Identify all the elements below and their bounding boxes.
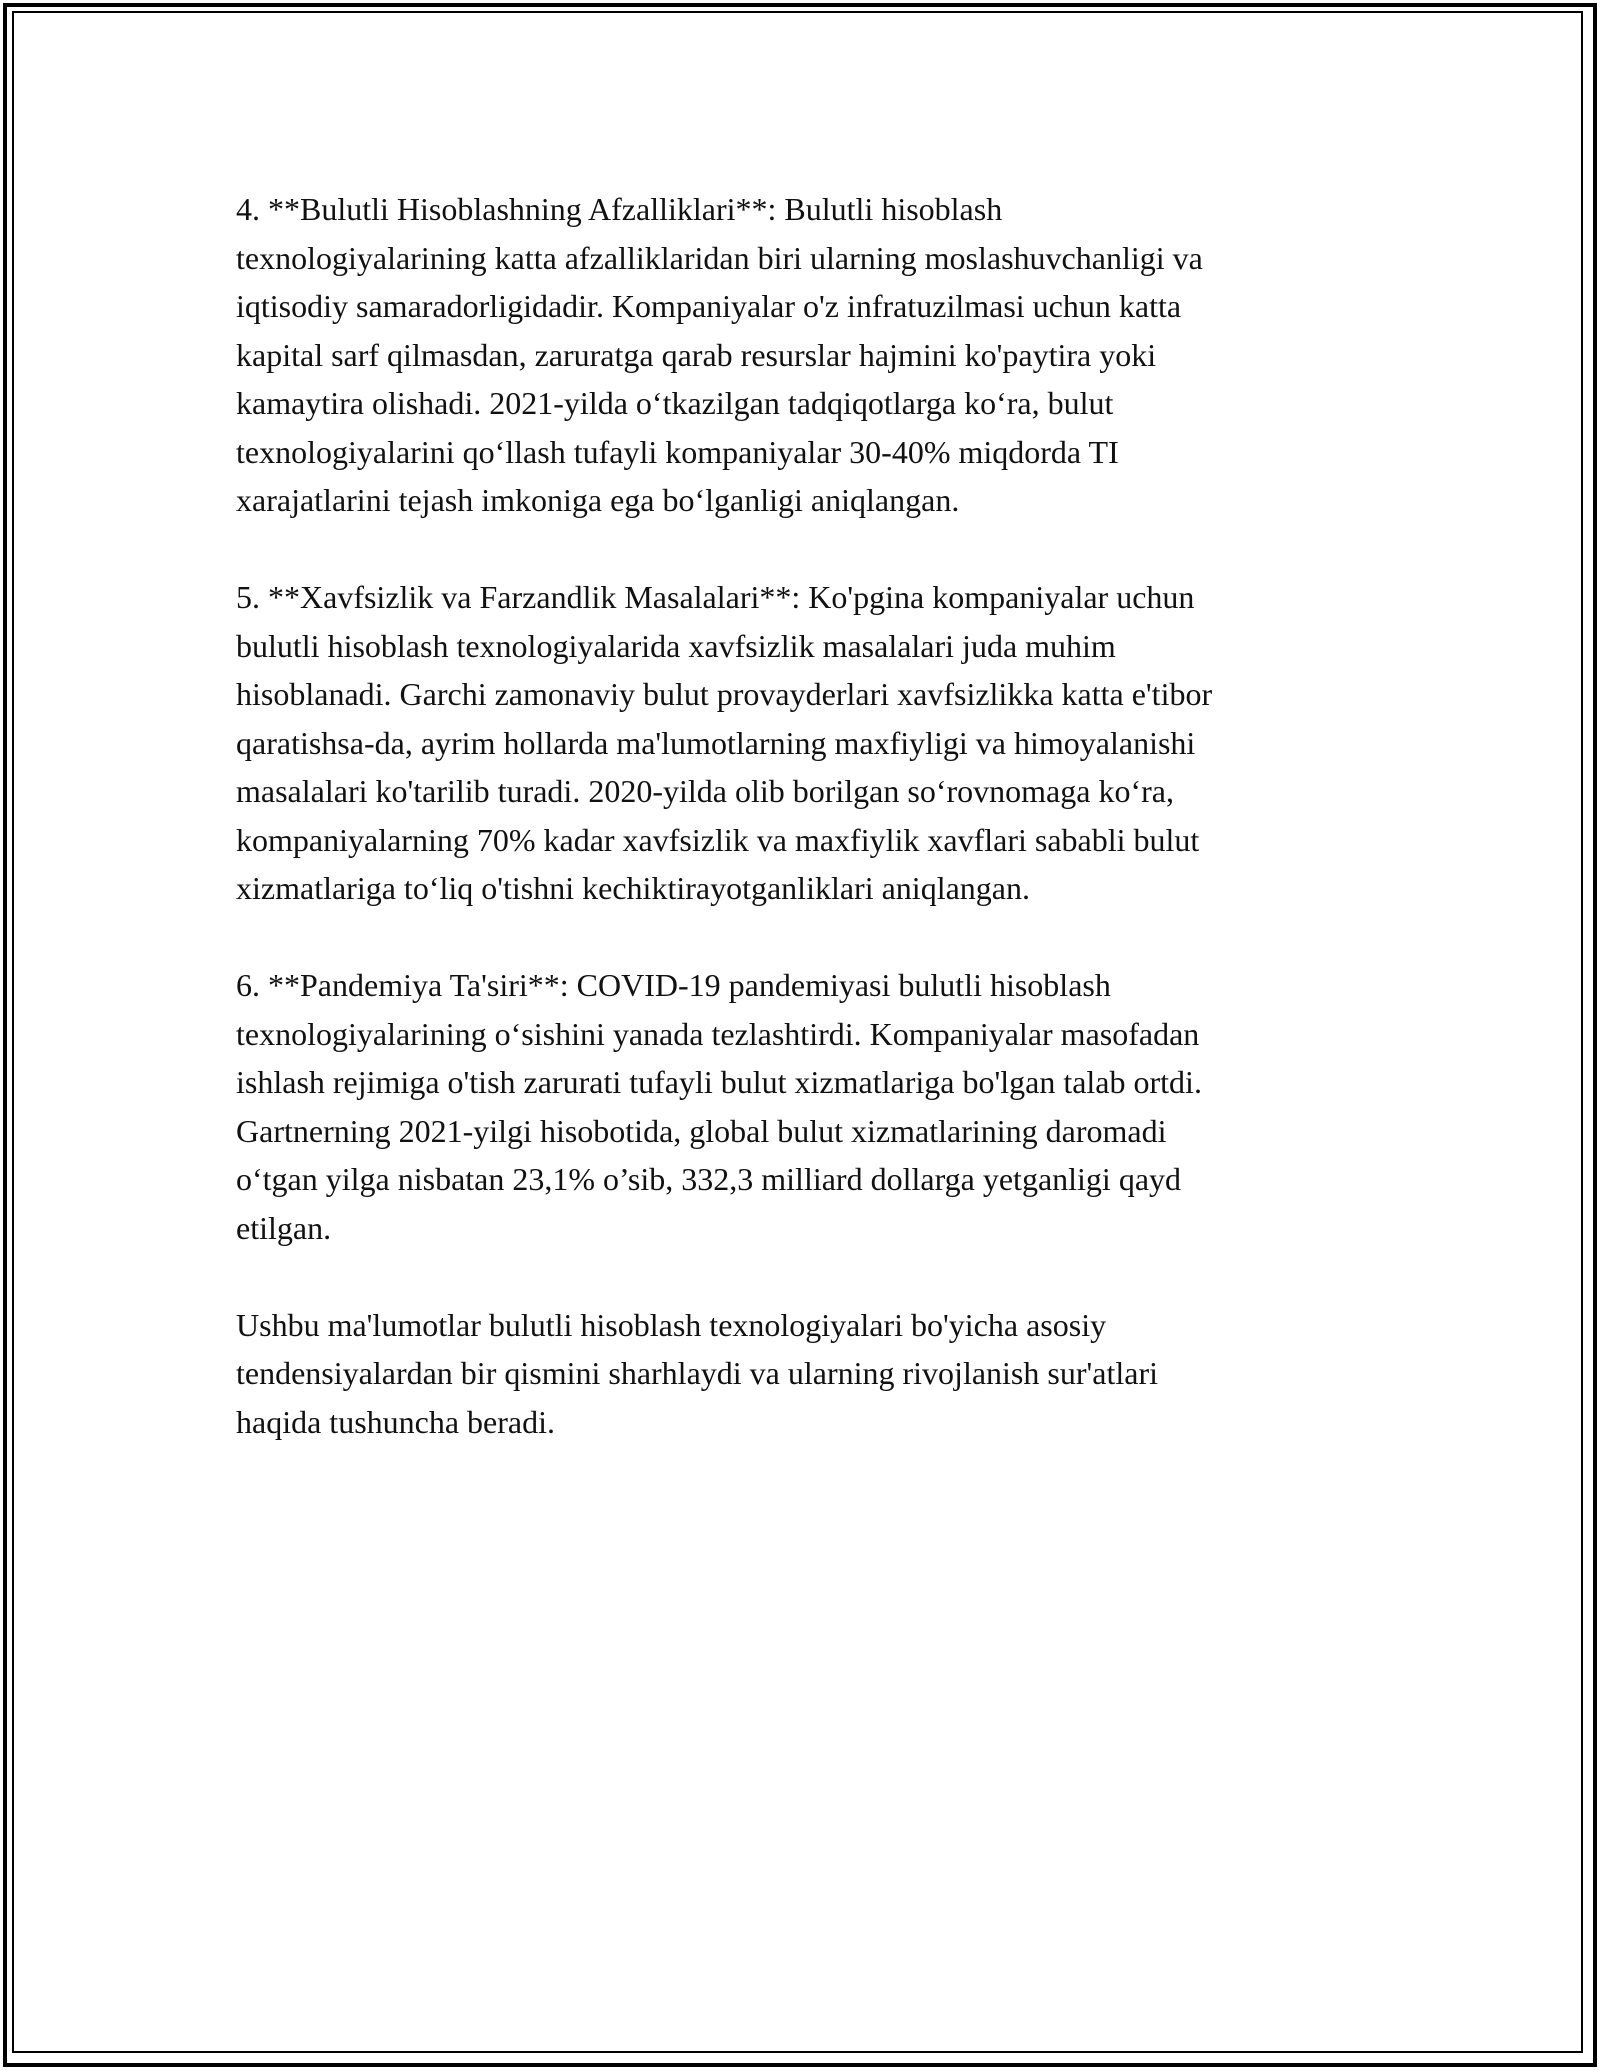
text-line: oʻtgan yilga nisbatan 23,1% o’sib, 332,3 milliard dollarga yetganligi qayd (236, 1161, 1182, 1197)
text-line: kompaniyalarning 70% kadar xavfsizlik va maxfiylik xavflari sababli bulut (236, 821, 1200, 858)
text-line: ishlash rejimiga o'tish zarurati tufayli bulut xizmatlariga bo'lgan talab ortdi. (236, 1064, 1202, 1100)
text-line: kapital sarf qilmasdan, zaruratga qarab resurslar hajmini ko'paytira yoki (236, 336, 1157, 373)
text-line: texnologiyalarini qoʻllash tufayli kompaniyalar 30-40% miqdorda TI (236, 433, 1119, 470)
text-line: 4. **Bulutli Hisoblashning Afzalliklari**: Bulutli hisoblash (236, 191, 1003, 227)
text-line: texnologiyalarining oʻsishini yanada tezlashtirdi. Kompaniyalar masofadan (236, 1015, 1200, 1052)
text-line: tendensiyalardan bir qismini sharhlaydi va ularning rivojlanish sur'atlari (236, 1355, 1158, 1391)
text-line: haqida tushuncha beradi. (236, 1403, 555, 1440)
text-line: etilgan. (236, 1209, 332, 1246)
text-line: bulutli hisoblash texnologiyalarida xavfsizlik masalalari juda muhim (236, 627, 1116, 664)
text-line: masalalari ko'tarilib turadi. 2020-yilda olib borilgan soʻrovnomaga koʻra, (236, 773, 1174, 809)
text-line: Ushbu ma'lumotlar bulutli hisoblash texnologiyalari bo'yicha asosiy (236, 1306, 1107, 1343)
text-line: iqtisodiy samaradorligidadir. Kompaniyalar o'z infratuzilmasi uchun katta (236, 288, 1182, 324)
paragraph-pandemic-impact (236, 961, 1386, 1252)
text-line: texnologiyalarining katta afzalliklaridan biri ularning moslashuvchanligi va (236, 239, 1203, 276)
text-line: hisoblanadi. Garchi zamonaviy bulut provayderlari xavfsizlikka katta e'tibor (236, 676, 1213, 712)
text-line: 6. **Pandemiya Ta'siri**: COVID-19 pandemiyasi bulutli hisoblash (236, 967, 1111, 1003)
text-line: kamaytira olishadi. 2021-yilda oʻtkazilgan tadqiqotlarga koʻra, bulut (236, 385, 1114, 421)
text-line: qaratishsa-da, ayrim hollarda ma'lumotlarning maxfiyligi va himoyalanishi (236, 724, 1196, 761)
text-line: xarajatlarini tejash imkoniga ega boʻlganligi aniqlangan. (236, 482, 960, 518)
text-line: xizmatlariga toʻliq o'tishni kechiktirayotganliklari aniqlangan. (236, 870, 1030, 906)
paragraph-security-issues (236, 573, 1386, 913)
paragraph-cloud-advantages (236, 185, 1386, 525)
text-line: 5. **Xavfsizlik va Farzandlik Masalalari**: Ko'pgina kompaniyalar uchun (236, 579, 1195, 615)
text-line: Gartnerning 2021-yilgi hisobotida, global bulut xizmatlarining daromadi (236, 1112, 1167, 1149)
document-body (236, 185, 1386, 1495)
paragraph-conclusion (236, 1301, 1386, 1447)
